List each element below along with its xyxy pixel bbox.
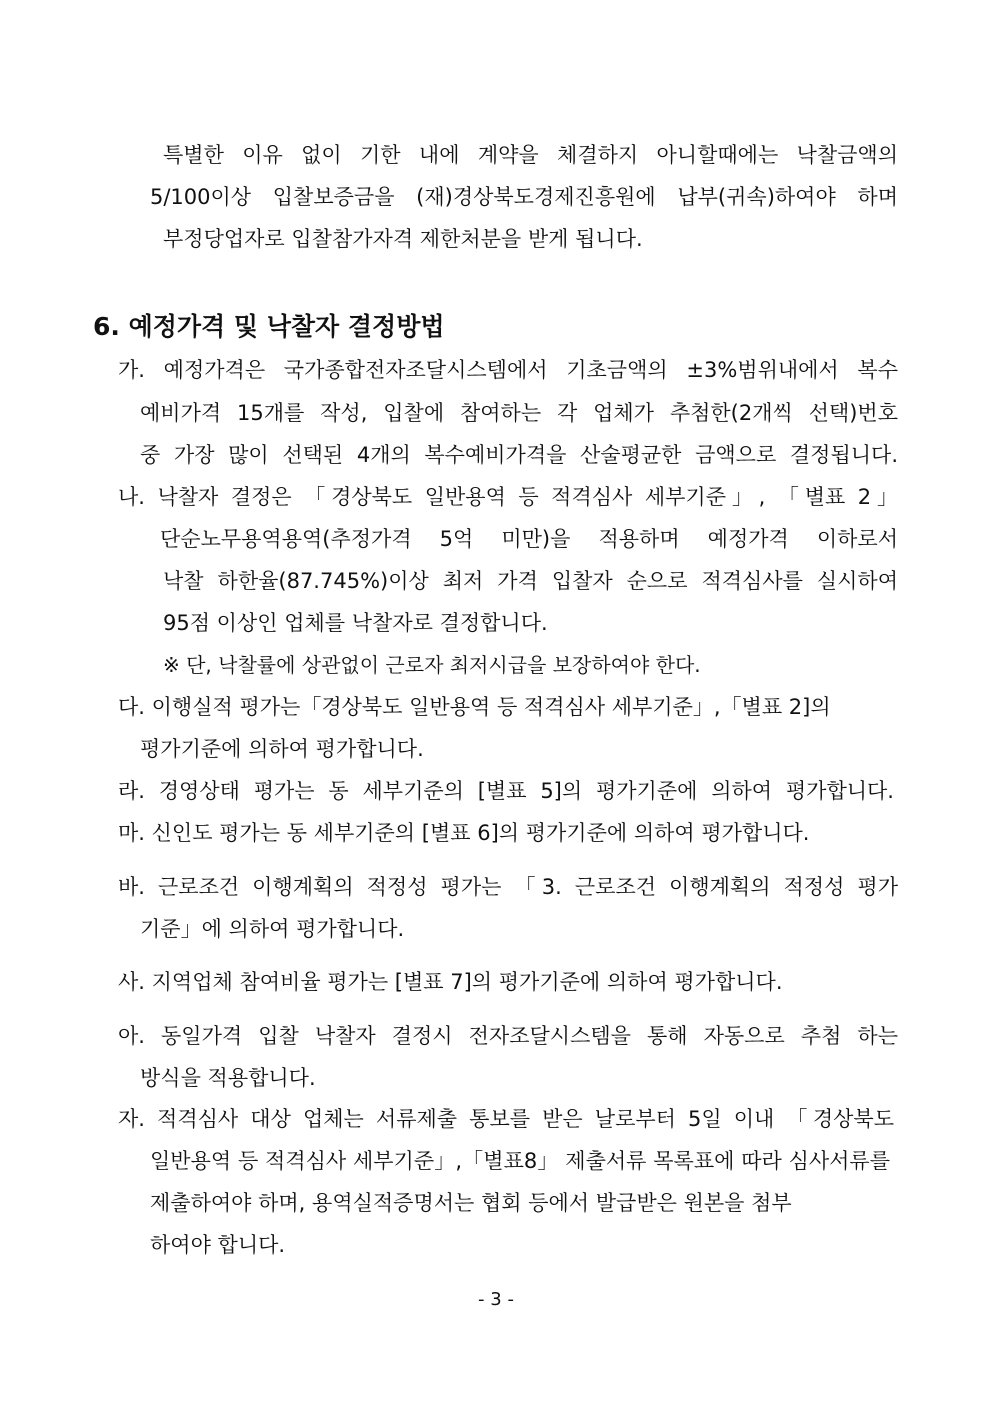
item-ga-line-3: 중 가장 많이 선택된 4개의 복수예비가격을 산술평균한 금액으로 결정됩니다.: [140, 443, 898, 467]
intro-line-2: 5/100이상 입찰보증금을 (재)경상북도경제진흥원에 납부(귀속)하여야 하며: [150, 185, 898, 209]
item-na-line-1: 나. 낙찰자 결정은 「경상북도 일반용역 등 적격심사 세부기준」, 「별표 2」: [118, 485, 898, 509]
item-ja-line-3: 제출하여야 하며, 용역실적증명서는 협회 등에서 발급받은 원본을 첨부: [150, 1191, 792, 1215]
item-na-note: ※ 단, 낙찰률에 상관없이 근로자 최저시급을 보장하여야 한다.: [163, 653, 701, 677]
item-ga-line-2: 예비가격 15개를 작성, 입찰에 참여하는 각 업체가 추첨한(2개씩 선택)번호: [140, 401, 898, 425]
item-ga-line-1: 가. 예정가격은 국가종합전자조달시스템에서 기초금액의 ±3%범위내에서 복수: [118, 358, 898, 382]
item-a-line-2: 방식을 적용합니다.: [140, 1066, 316, 1090]
intro-line-3: 부정당업자로 입찰참가자격 제한처분을 받게 됩니다.: [163, 227, 643, 251]
item-ma: 마. 신인도 평가는 동 세부기준의 [별표 6]의 평가기준에 의하여 평가합니다.: [118, 821, 810, 845]
section-heading: 6. 예정가격 및 낙찰자 결정방법: [93, 312, 445, 341]
item-na-line-2: 단순노무용역용역(추정가격 5억 미만)을 적용하며 예정가격 이하로서: [160, 527, 898, 551]
item-sa: 사. 지역업체 참여비율 평가는 [별표 7]의 평가기준에 의하여 평가합니다.: [118, 970, 783, 994]
item-ja-line-1: 자. 적격심사 대상 업체는 서류제출 통보를 받은 날로부터 5일 이내 「경상북도: [118, 1107, 894, 1131]
item-a-line-1: 아. 동일가격 입찰 낙찰자 결정시 전자조달시스템을 통해 자동으로 추첨 하는: [118, 1024, 898, 1048]
item-ra: 라. 경영상태 평가는 동 세부기준의 [별표 5]의 평가기준에 의하여 평가합니다.: [118, 779, 894, 803]
item-na-line-4: 95점 이상인 업체를 낙찰자로 결정합니다.: [163, 611, 548, 635]
item-da-line-2: 평가기준에 의하여 평가합니다.: [140, 737, 424, 761]
item-ba-line-2: 기준」에 의하여 평가합니다.: [140, 917, 405, 941]
item-ja-line-4: 하여야 합니다.: [150, 1233, 286, 1257]
page-number: - 3 -: [478, 1289, 514, 1310]
item-na-line-3: 낙찰 하한율(87.745%)이상 최저 가격 입찰자 순으로 적격심사를 실시하여: [163, 569, 898, 593]
intro-line-1: 특별한 이유 없이 기한 내에 계약을 체결하지 아니할때에는 낙찰금액의: [163, 143, 898, 167]
item-da-line-1: 다. 이행실적 평가는「경상북도 일반용역 등 적격심사 세부기준」,「별표 2]의: [118, 695, 831, 719]
item-ja-line-2: 일반용역 등 적격심사 세부기준」,「별표8」 제출서류 목록표에 따라 심사서류를: [150, 1149, 890, 1173]
item-ba-line-1: 바. 근로조건 이행계획의 적정성 평가는 「3. 근로조건 이행계획의 적정성 평가: [118, 875, 898, 899]
